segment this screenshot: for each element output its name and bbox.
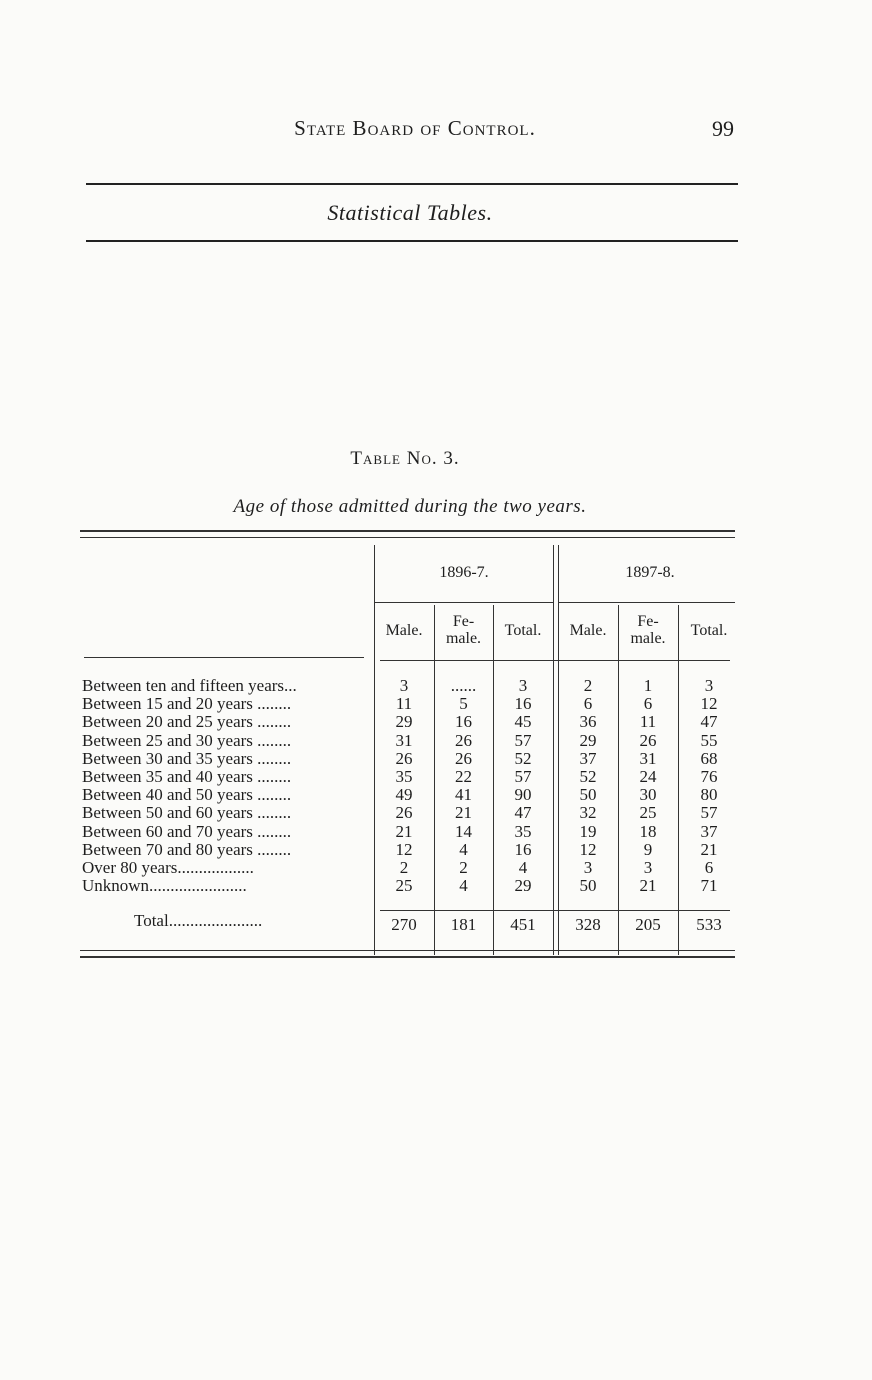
table-cell: 2	[583, 676, 593, 695]
row-label: Between 40 and 50 years ........	[82, 786, 292, 805]
period-rule	[374, 602, 553, 603]
table-cell: 21	[700, 839, 718, 859]
row-label: Between 50 and 60 years ........	[82, 804, 292, 823]
table-bottom-rule	[80, 950, 735, 951]
table-cell: 12	[700, 694, 718, 714]
table-cell: 30	[639, 785, 657, 805]
table-cell: 3	[518, 676, 528, 695]
table-bottom-rule-thick	[80, 956, 735, 958]
table-cell: 35	[395, 767, 413, 786]
row-label: Unknown.......................	[82, 877, 247, 896]
table-cell: 68	[700, 748, 718, 768]
col-header-male-2: Male.	[569, 622, 607, 639]
total-cell: 205	[635, 915, 661, 934]
table-cell: 24	[639, 767, 657, 786]
table-cell: 3	[583, 858, 593, 877]
table-cell: 4	[459, 839, 468, 859]
table-cell: 9	[643, 839, 653, 859]
table-cell: 16	[514, 839, 532, 859]
table-cell: ......	[450, 676, 477, 695]
table-cell: 29	[514, 876, 532, 896]
row-label: Between 20 and 25 years ........	[82, 713, 292, 732]
table-cell: 35	[514, 821, 532, 841]
header-rule-top	[86, 183, 738, 185]
table-cell: 19	[579, 821, 597, 841]
table-cell: 11	[639, 712, 657, 732]
total-cell: 451	[510, 915, 536, 934]
row-label: Between 25 and 30 years ........	[82, 731, 292, 750]
table-cell: 12	[579, 839, 597, 859]
header-bottom-rule	[380, 660, 730, 661]
table-cell: 50	[579, 876, 597, 896]
table-cell: 21	[639, 876, 657, 896]
table-cell: 49	[395, 785, 413, 805]
table-cell: 1	[643, 676, 653, 695]
total-cell: 270	[391, 915, 417, 934]
row-label: Between 35 and 40 years ........	[82, 768, 292, 786]
table-cell: 52	[514, 748, 532, 768]
table-cell: 26	[639, 730, 657, 750]
period-header-1897: 1897-8.	[625, 564, 675, 581]
table-cell: 3	[399, 676, 409, 695]
col-rule	[553, 545, 554, 955]
table-cell: 90	[514, 785, 532, 805]
row-label: Between 60 and 70 years ........	[82, 822, 292, 841]
total-cell: 181	[450, 915, 477, 934]
running-header: State Board of Control.	[294, 116, 536, 140]
table-cell: 26	[455, 730, 472, 750]
section-title: Statistical Tables.	[327, 200, 493, 225]
table-number: Table No. 3.	[350, 448, 460, 469]
row-label: Between 15 and 20 years ........	[82, 695, 292, 714]
table-cell: 25	[395, 876, 413, 896]
table-cell: 80	[700, 785, 718, 805]
row-label: Between ten and fifteen years...	[82, 677, 297, 695]
table-cell: 31	[639, 748, 657, 768]
table-cell: 6	[583, 694, 593, 714]
table-cell: 6	[704, 858, 714, 877]
stub-rule	[84, 657, 364, 658]
table-cell: 11	[395, 694, 413, 714]
table-cell: 2	[459, 858, 468, 877]
page-number: 99	[712, 116, 734, 141]
table-top-rule-thin	[80, 537, 735, 538]
table-cell: 41	[455, 785, 472, 805]
period-header-1896: 1896-7.	[439, 564, 489, 581]
table-cell: 57	[700, 803, 718, 823]
col-header-female-1: Fe- male.	[445, 613, 482, 647]
table-cell: 16	[514, 694, 532, 714]
table-cell: 55	[700, 730, 718, 750]
col-header-male-1: Male.	[385, 622, 423, 639]
table-cell: 6	[643, 694, 653, 714]
total-rule	[380, 910, 730, 911]
table-cell: 4	[518, 858, 528, 877]
table-cell: 3	[643, 858, 653, 877]
total-cell: 328	[575, 915, 601, 934]
table-cell: 36	[579, 712, 597, 732]
table-cell: 50	[579, 785, 597, 805]
table-cell: 57	[514, 767, 532, 786]
table-cell: 2	[399, 858, 409, 877]
table-cell: 29	[579, 730, 597, 750]
header-rule-bottom	[86, 240, 738, 242]
row-label: Over 80 years..................	[82, 859, 254, 877]
table-cell: 31	[395, 730, 413, 750]
table-cell: 14	[455, 821, 472, 841]
table-cell: 47	[700, 712, 718, 732]
table-cell: 52	[579, 767, 597, 786]
table-cell: 26	[395, 803, 413, 823]
table-cell: 37	[700, 821, 718, 841]
col-header-total-1: Total.	[504, 622, 542, 639]
table-top-rule	[80, 530, 735, 532]
table-cell: 25	[639, 803, 657, 823]
table-cell: 29	[395, 712, 413, 732]
row-label: Between 70 and 80 years ........	[82, 840, 292, 859]
table-cell: 22	[455, 767, 472, 786]
total-cell: 533	[696, 915, 722, 934]
table-cell: 3	[704, 676, 714, 695]
col-header-total-2: Total.	[690, 622, 728, 639]
period-rule	[558, 602, 735, 603]
col-header-female-2: Fe- male.	[630, 613, 666, 647]
table-cell: 76	[700, 767, 718, 786]
table-cell: 57	[514, 730, 532, 750]
table-caption: Age of those admitted during the two years.	[233, 496, 587, 517]
table-cell: 26	[455, 748, 472, 768]
table-cell: 21	[395, 821, 413, 841]
table-cell: 45	[514, 712, 532, 732]
table-cell: 71	[700, 876, 718, 896]
table-cell: 47	[514, 803, 532, 823]
table-cell: 4	[459, 876, 468, 896]
table-cell: 21	[455, 803, 472, 823]
row-label: Between 30 and 35 years ........	[82, 749, 292, 768]
table-cell: 12	[395, 839, 413, 859]
table-cell: 37	[579, 748, 597, 768]
table-cell: 5	[459, 694, 468, 714]
table-cell: 18	[639, 821, 657, 841]
table-cell: 32	[579, 803, 597, 823]
total-row-label: Total......................	[134, 911, 263, 930]
table-cell: 26	[395, 748, 413, 768]
table-cell: 16	[455, 712, 472, 732]
